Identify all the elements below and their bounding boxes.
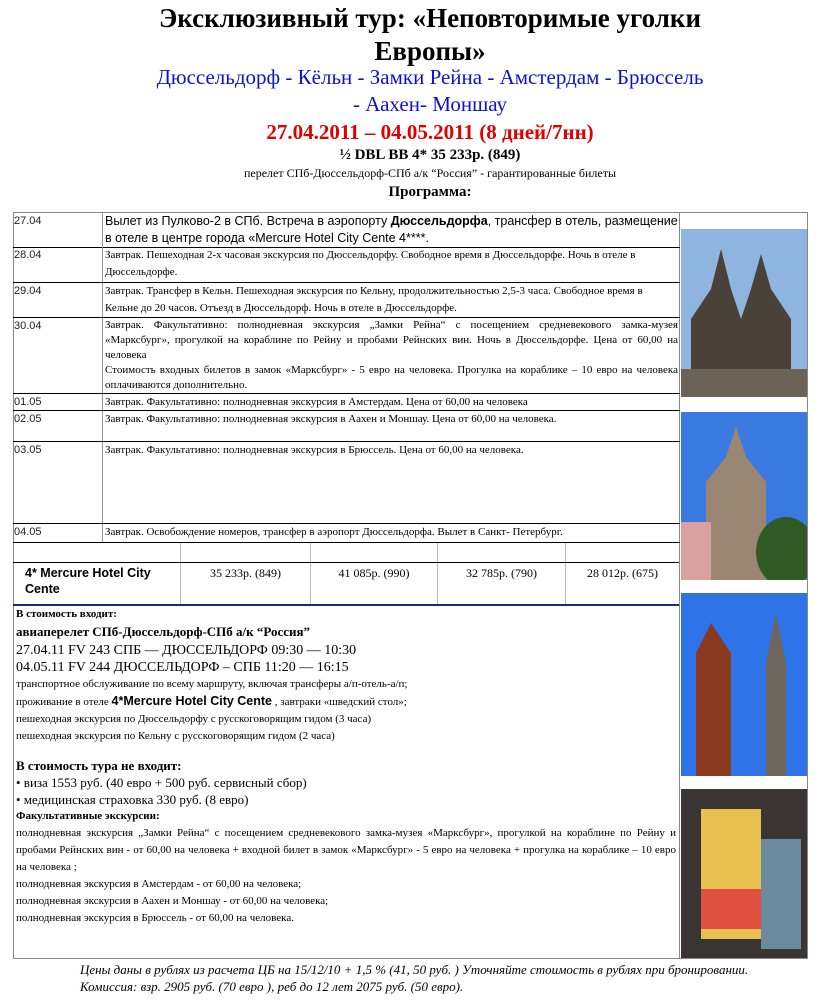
flight-line: 27.04.11 FV 243 СПБ — ДЮССЕЛЬДОРФ 09:30 — 10:30 (16, 643, 357, 658)
included-item (16, 693, 676, 711)
included-heading: В стоимость входит: (16, 608, 117, 620)
row-text: Завтрак. Освобождение номеров, трансфер в аэропорт Дюссельдорфа. Вылет в Санкт- Петербург. (102, 524, 678, 542)
text: Завтрак. Факультативно: полнодневная экскурсия „Замки Рейна“ с посещением средневекового замка-музея «Марксбург», прогулкой на кораблине по Рейну и пробами Рейнских вин. Ночь в Дюссельдорфе. Цена от 60,00 на человека (105, 319, 678, 361)
table-row (13, 442, 680, 524)
text: , трансфер в отель, размещение в отеле в центре города «Mercure Hotel City Cente 4****. (105, 214, 678, 245)
excluded-item: • медицинская страховка 330 руб. (8 евро) (16, 792, 249, 807)
included-item: пешеходная экскурсия по Дюссельдорфу с русскоговорящим гидом (3 часа) (16, 713, 372, 725)
church-photo (681, 412, 807, 580)
row-text: Завтрак. Факультативно: полнодневная экскурсия в Амстердам. Цена от 60,00 на человека (102, 394, 678, 410)
price-cell: 41 085р. (990) (310, 563, 437, 604)
text: Вылет из Пулково-2 в СПб. Встреча в аэропорту (105, 214, 391, 228)
souvenir-shop-photo (681, 789, 807, 958)
row-date: 01.05 (14, 396, 42, 408)
optional-item: полнодневная экскурсия в Брюссель - от 60,00 на человека. (16, 912, 294, 924)
text-bold: Дюссельдорфа (390, 214, 488, 228)
price-cell: 32 785р. (790) (437, 563, 565, 604)
route (0, 64, 822, 118)
row-text (102, 318, 678, 393)
row-text: Завтрак. Трансфер в Кельн. Пешеходная экскурсия по Кельну, продолжительностью 2,5-3 часа. Свободное время в Кельне до 20 часов. Отъезд в Дюссельдорф. Ночь в отеле в Дюссельдорфе. (102, 283, 678, 317)
table-row (13, 212, 680, 248)
table-row (13, 247, 680, 283)
table-row (13, 318, 680, 394)
optional-item: полнодневная экскурсия в Амстердам - от 60,00 на человека; (16, 878, 302, 890)
row-date: 02.05 (14, 413, 42, 425)
price-cell: 28 012р. (675) (565, 563, 679, 604)
row-date: 28.04 (14, 249, 42, 261)
tower-photo (681, 593, 807, 776)
excluded-item: • виза 1553 руб. (40 евро + 500 руб. сервисный сбор) (16, 775, 307, 790)
row-text (102, 213, 678, 247)
tour-dates: 27.04.2011 – 04.05.2011 (8 дней/7нн) (266, 120, 594, 144)
row-text: Завтрак. Пешеходная 2-х часовая экскурсия по Дюссельдорфу. Свободное время в Дюссельдорфе. Ночь в отеле в Дюссельдорфе. (102, 247, 678, 282)
cologne-cathedral-photo (681, 229, 807, 397)
table-row (13, 283, 680, 318)
tour-price: ½ DBL BB 4* 35 233р. (849) (339, 147, 521, 163)
row-date: 04.05 (14, 526, 42, 538)
included-item: пешеходная экскурсия по Кельну с русскоговорящим гидом (2 часа) (16, 730, 335, 742)
row-text: Завтрак. Факультативно: полнодневная экскурсия в Брюссель. Цена от 60,00 на человека. (102, 442, 678, 523)
row-text: Завтрак. Факультативно: полнодневная экскурсия в Аахен и Моншау. Цена от 60,00 на человека. (102, 411, 678, 441)
row-date: 27.04 (14, 215, 42, 227)
air-info: авиаперелет СПб-Дюссельдорф-СПб а/к “Россия” (16, 624, 311, 639)
price-row (13, 563, 679, 606)
hotel-name: 4*Mercure Hotel City Cente (111, 694, 273, 708)
excluded-heading: В стоимость тура не входит: (16, 758, 182, 773)
route-line: - Аахен- Моншау (352, 92, 508, 116)
included-item: транспортное обслуживание по всему маршруту, включая трансферы а/п-отель-а/п; (16, 678, 408, 690)
table-row (13, 524, 680, 543)
included-section (16, 606, 676, 927)
table-row (13, 394, 680, 411)
flight-line: 04.05.11 FV 244 ДЮССЕЛЬДОРФ – СПБ 11:20 — 16:15 (16, 660, 349, 675)
text: , завтраки «шведский стол»; (272, 696, 407, 708)
text: Стоимость входных билетов в замок «Марксбург» - 5 евро на человека. Прогулка на кораблике – 10 евро на человека оплачиваются дополнительно. (105, 364, 678, 391)
footer-note: Цены даны в рублях из расчета ЦБ на 15/12/10 + 1,5 % (41, 50 руб. ) Уточняйте стоимость в рублях при бронировании. Комиссия: взр. 2905 руб. (70 евро ), реб до 12 лет 2075 руб. (50 евро). (80, 962, 749, 994)
hotel-name: 4* Mercure Hotel City Cente (25, 566, 151, 596)
row-date: 29.04 (14, 285, 42, 297)
optional-item: полнодневная экскурсия „Замки Рейна“ с посещением средневекового замка-музея «Марксбург», прогулкой на кораблине по Рейну и пробами Рейнских вин - от 60,00 на человека + входной билет в замок «Марксбург» - 5 евро на человека + прогулка на кораблике – 10 евро на человека ; (16, 827, 676, 873)
price-cell: 35 233р. (849) (180, 563, 310, 604)
price-header-row (13, 543, 679, 563)
row-date: 30.04 (14, 320, 42, 332)
flight-info: перелет СПб-Дюссельдорф-СПб а/к “Россия” - гарантированные билеты (243, 166, 617, 180)
program-label: Программа: (388, 184, 472, 200)
optional-item: полнодневная экскурсия в Аахен и Моншау - от 60,00 на человека; (16, 895, 329, 907)
tour-title (0, 2, 822, 68)
table-row (13, 411, 680, 442)
row-date: 03.05 (14, 444, 42, 456)
text: проживание в отеле (16, 696, 112, 708)
title-line: Эксклюзивный тур: «Неповторимые уголки (158, 3, 702, 33)
route-line: Дюссельдорф - Кёльн - Замки Рейна - Амстердам - Брюссель (156, 65, 704, 89)
title-line: Европы» (374, 36, 486, 66)
optional-heading: Факультативные экскурсии: (16, 810, 160, 822)
